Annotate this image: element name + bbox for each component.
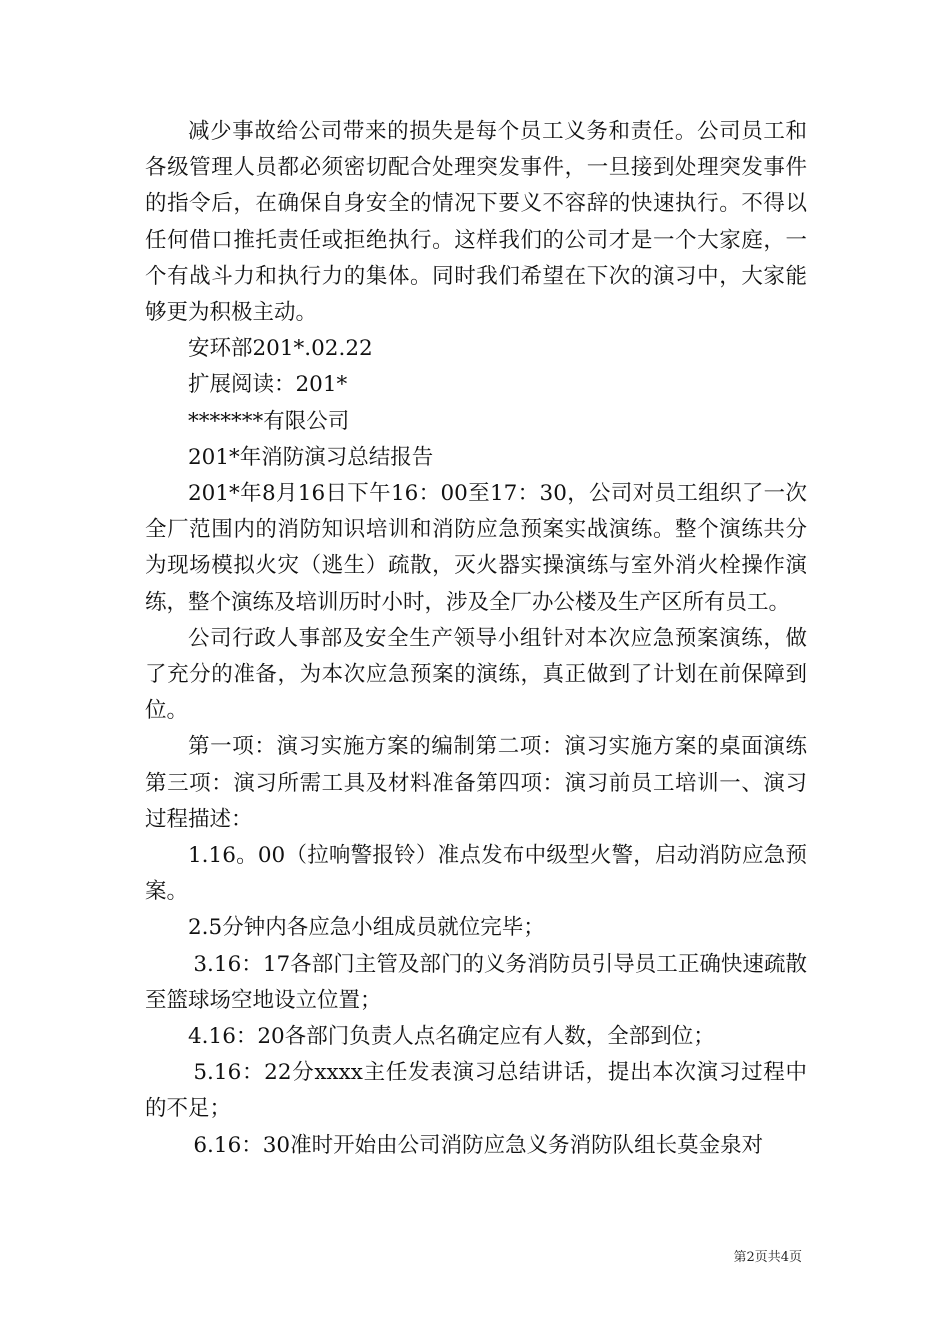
list-item-step-2: 2.5分钟内各应急小组成员就位完毕；: [188, 915, 545, 941]
document-body: [145, 114, 807, 1164]
report-title: 201*年消防演习总结报告: [188, 444, 434, 470]
paragraph-extended-reading: 扩展阅读：201*: [188, 372, 348, 398]
paragraph-drill-items: 第一项：演习实施方案的编制第二项：演习实施方案的桌面演练第三项：演习所需工具及材料准备第四项：演习前员工培训一、演习过程描述：: [145, 734, 807, 832]
list-item-step-6: 6.16：30准时开始由公司消防应急义务消防队组长莫金泉对: [193, 1132, 764, 1158]
paragraph-preparation: 公司行政人事部及安全生产领导小组针对本次应急预案演练，做了充分的准备，为本次应急预案的演练，真正做到了计划在前保障到位。: [145, 625, 807, 724]
paragraph-company-name: *******有限公司: [188, 408, 350, 434]
list-item-step-4: 4.16：20各部门负责人点名确定应有人数，全部到位；: [188, 1024, 715, 1050]
list-item-step-5: 5.16：22分xxxx主任发表演习总结讲话，提出本次演习过程中的不足；: [145, 1060, 807, 1122]
list-item-step-3: 3.16：17各部门主管及部门的义务消防员引导员工正确快速疏散至篮球场空地设立位置；: [145, 951, 807, 1013]
paragraph-responsibility: 减少事故给公司带来的损失是每个员工义务和责任。公司员工和各级管理人员都必须密切配合处理突发事件，一旦接到处理突发事件的指令后，在确保自身安全的情况下要义不容辞的快速执行。不得以任何借口推托责任或拒绝执行。这样我们的公司才是一个大家庭，一个有战斗力和执行力的集体。同时我们希望在下次的演习中，大家能够更为积极主动。: [145, 119, 807, 326]
paragraph-drill-overview: 201*年8月16日下午16：00至17：30，公司对员工组织了一次全厂范围内的消防知识培训和消防应急预案实战演练。整个演练共分为现场模拟火灾（逃生）疏散，灭火器实操演练与室外消火栓操作演练，整个演练及培训历时小时，涉及全厂办公楼及生产区所有员工。: [145, 481, 807, 615]
paragraph-signature: 安环部201*.02.22: [188, 336, 373, 362]
page-number-footer: 第2页共4页: [733, 1250, 802, 1265]
list-item-step-1: 1.16。00（拉响警报铃）准点发布中级型火警，启动消防应急预案。: [145, 843, 807, 905]
